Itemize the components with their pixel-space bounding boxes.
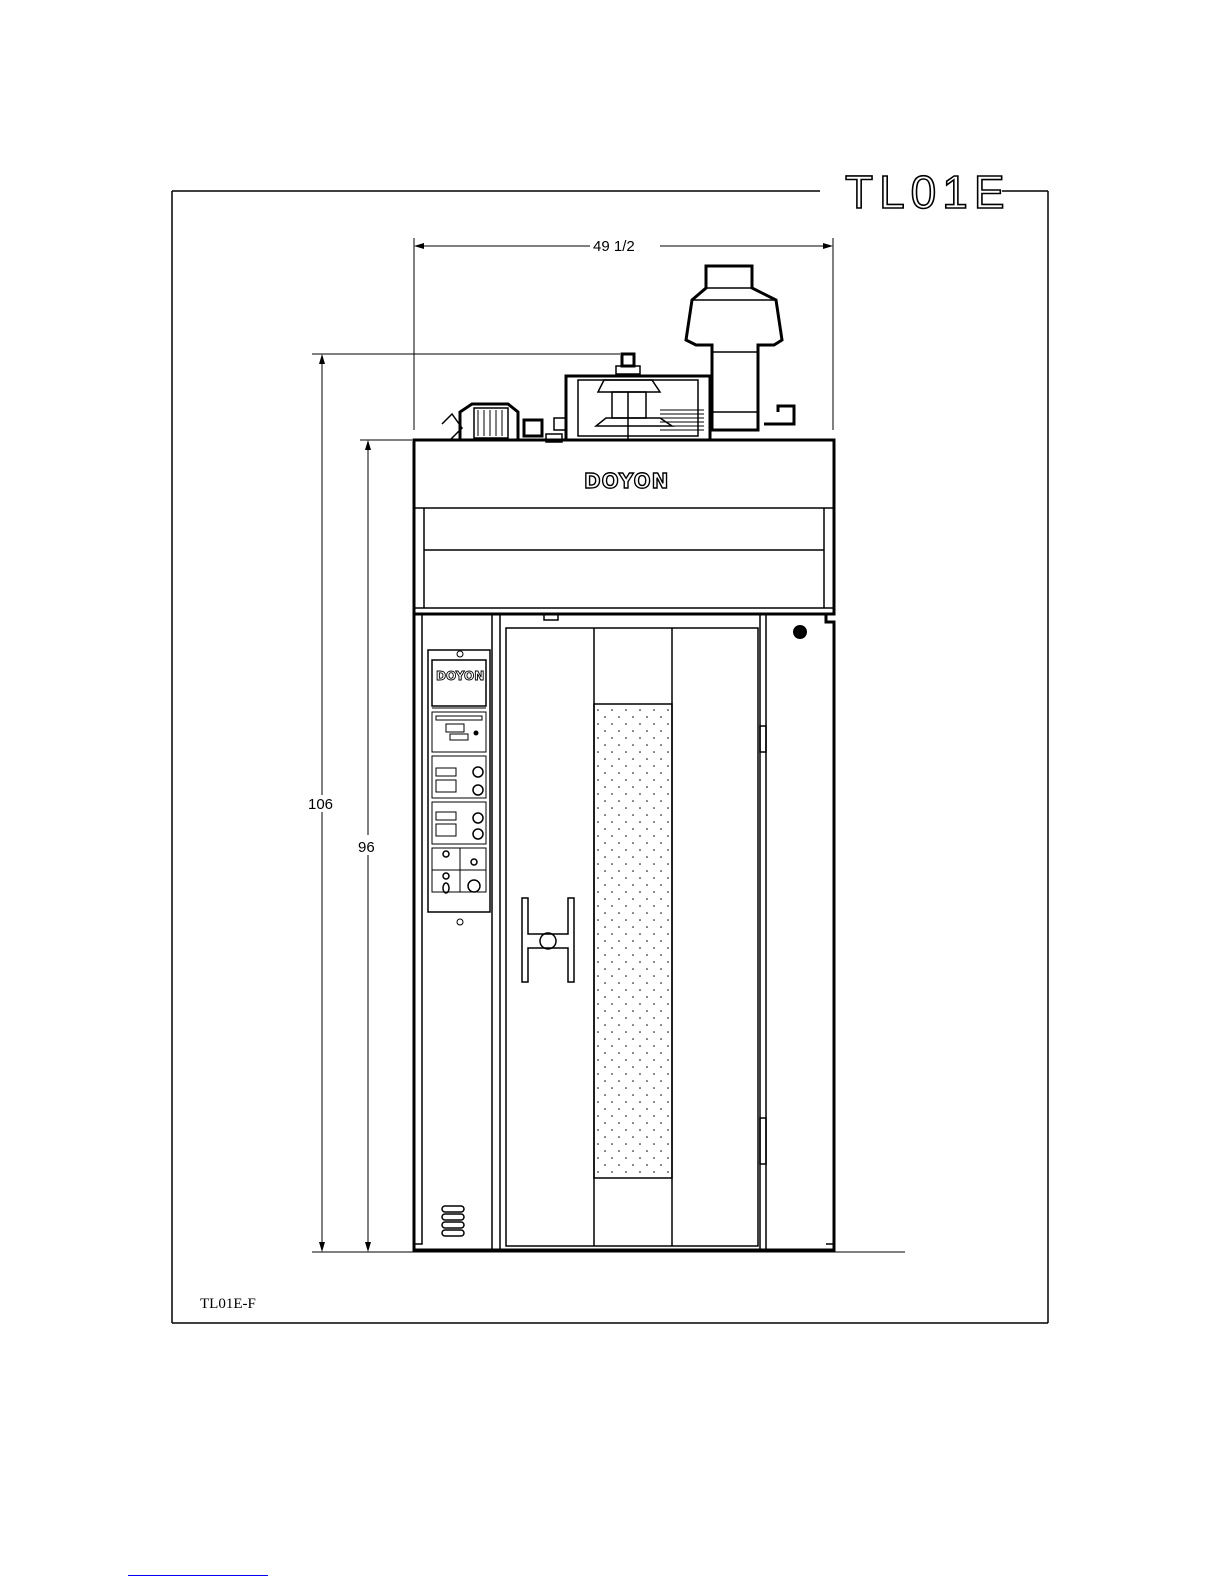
overall-height-dimension — [308, 354, 620, 1252]
exhaust-hood — [686, 266, 782, 430]
bake-temperature-section — [432, 712, 486, 752]
cabinet-height-label: 96 — [358, 839, 375, 856]
view-reference: TL01E-F — [200, 1296, 256, 1312]
bake-timer-section — [432, 756, 486, 798]
footer-link-underline[interactable] — [128, 1574, 268, 1576]
vent-louver — [442, 1206, 464, 1236]
roof-fitting-4 — [778, 406, 794, 424]
panel-brand-logo: DOYON — [436, 669, 485, 683]
width-dimension — [414, 238, 833, 430]
header-brand-logo: DOYON — [584, 469, 670, 493]
width-dimension-label: 49 1/2 — [593, 238, 635, 255]
blower-unit — [442, 404, 518, 440]
roof-fitting-1 — [524, 420, 542, 436]
overall-height-label: 106 — [308, 796, 334, 813]
roof-fitting-2 — [554, 418, 566, 430]
door-handle[interactable] — [522, 898, 574, 982]
door-latch — [793, 625, 807, 639]
control-panel — [428, 650, 490, 925]
cabinet-height-dimension — [358, 440, 412, 1252]
steam-timer-section — [432, 802, 486, 844]
oven-header — [414, 440, 834, 614]
door-hinge-lower — [760, 1118, 766, 1164]
switches-section — [432, 848, 486, 893]
model-title: TL01E — [845, 166, 1011, 218]
door-hinge-upper — [760, 726, 766, 752]
fan-spindle — [596, 354, 672, 440]
oven-door — [506, 614, 807, 1246]
